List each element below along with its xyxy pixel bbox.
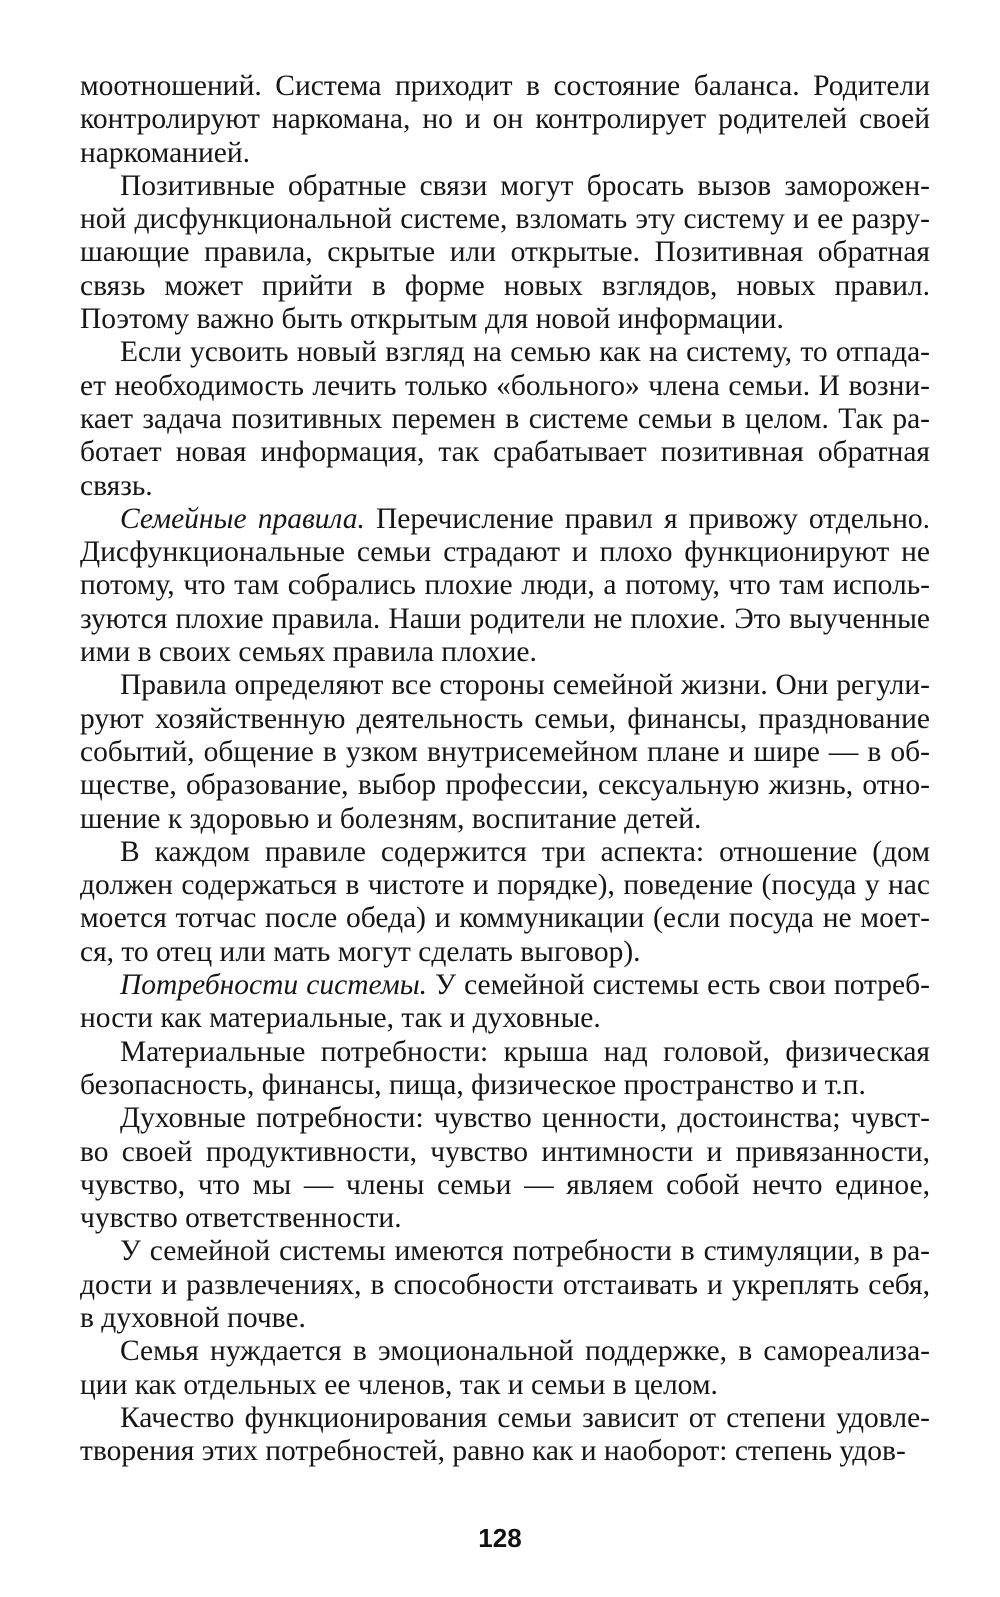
paragraph-7-text: У семейной системы есть свои потребности как материальные, так и духовные. <box>80 969 930 1035</box>
paragraph-3 <box>80 336 930 502</box>
paragraph-12-text: Качество функционирования семьи зависит от степени удовлетворения этих потребностей, равно как и наоборот: степень удов- <box>80 1401 930 1468</box>
paragraph-12 <box>80 1402 930 1469</box>
paragraph-9-text: Духовные потребности: чувство ценности, достоинства; чувство своей продуктивности, чувство интимности и привязанности, чувство, что мы — члены семьи — являем собой нечто единое, чувство ответственности. <box>80 1102 930 1235</box>
paragraph-7 <box>80 969 930 1036</box>
paragraph-3-text: Если усвоить новый взгляд на семью как на систему, то отпадает необходимость лечить только «больного» члена семьи. И возникает задача позитивных перемен в системе семьи в целом. Так работает новая информация, так срабатывает позитивная обратная связь. <box>80 336 930 502</box>
paragraph-8-text: Материальные потребности: крыша над головой, физическая безопасность, финансы, пища, физическое пространство и т.п. <box>80 1035 930 1101</box>
paragraph-11 <box>80 1335 930 1402</box>
paragraph-10 <box>80 1235 930 1335</box>
section-heading-system-needs: Потребности системы. <box>120 969 428 1002</box>
body-text <box>80 70 930 1468</box>
paragraph-2 <box>80 170 930 336</box>
page-number: 128 <box>478 1523 522 1553</box>
paragraph-2-text: Позитивные обратные связи могут бросать вызов замороженной дисфункциональной системе, взломать эту систему и ее разрушающие правила, скрытые или открытые. Позитивная обратная связь может прийти в форме новых взглядов, новых правил. Поэтому важно быть открытым для новой информации. <box>80 169 930 336</box>
paragraph-5-text: Правила определяют все стороны семейной жизни. Они регулируют хозяйственную деятельность семьи, финансы, празднование событий, общение в узком внутрисемейном плане и шире — в обществе, образование, выбор профессии, сексуальную жизнь, отношение к здоровью и болезням, воспитание детей. <box>80 669 930 835</box>
paragraph-6 <box>80 836 930 969</box>
paragraph-4-text: Перечисление правил я привожу отдельно. Дисфункциональные семьи страдают и плохо функционируют не потому, что там собрались плохие люди, а потому, что там используются плохие правила. Наши родители не плохие. Это выученные ими в своих семьях правила плохие. <box>80 502 930 669</box>
paragraph-11-text: Семья нуждается в эмоциональной поддержке, в самореализации как отдельных ее членов, так и семьи в целом. <box>80 1335 930 1401</box>
paragraph-4 <box>80 503 930 669</box>
paragraph-6-text: В каждом правиле содержится три аспекта: отношение (дом должен содержаться в чистоте и порядке), поведение (посуда у нас моется тотчас после обеда) и коммуникации (если посуда не моется, то отец или мать могут сделать выговор). <box>80 835 930 968</box>
paragraph-10-text: У семейной системы имеются потребности в стимуляции, в радости и развлечениях, в способности отстаивать и укреплять себя, в духовной почве. <box>80 1235 930 1334</box>
paragraph-5 <box>80 669 930 835</box>
paragraph-9 <box>80 1102 930 1235</box>
paragraph-8 <box>80 1036 930 1103</box>
section-heading-family-rules: Семейные правила. <box>120 502 365 535</box>
paragraph-1 <box>80 70 930 170</box>
paragraph-1-text: моотношений. Система приходит в состояние баланса. Родители контролируют наркомана, но и он контролирует родителей своей наркоманией. <box>80 70 930 169</box>
